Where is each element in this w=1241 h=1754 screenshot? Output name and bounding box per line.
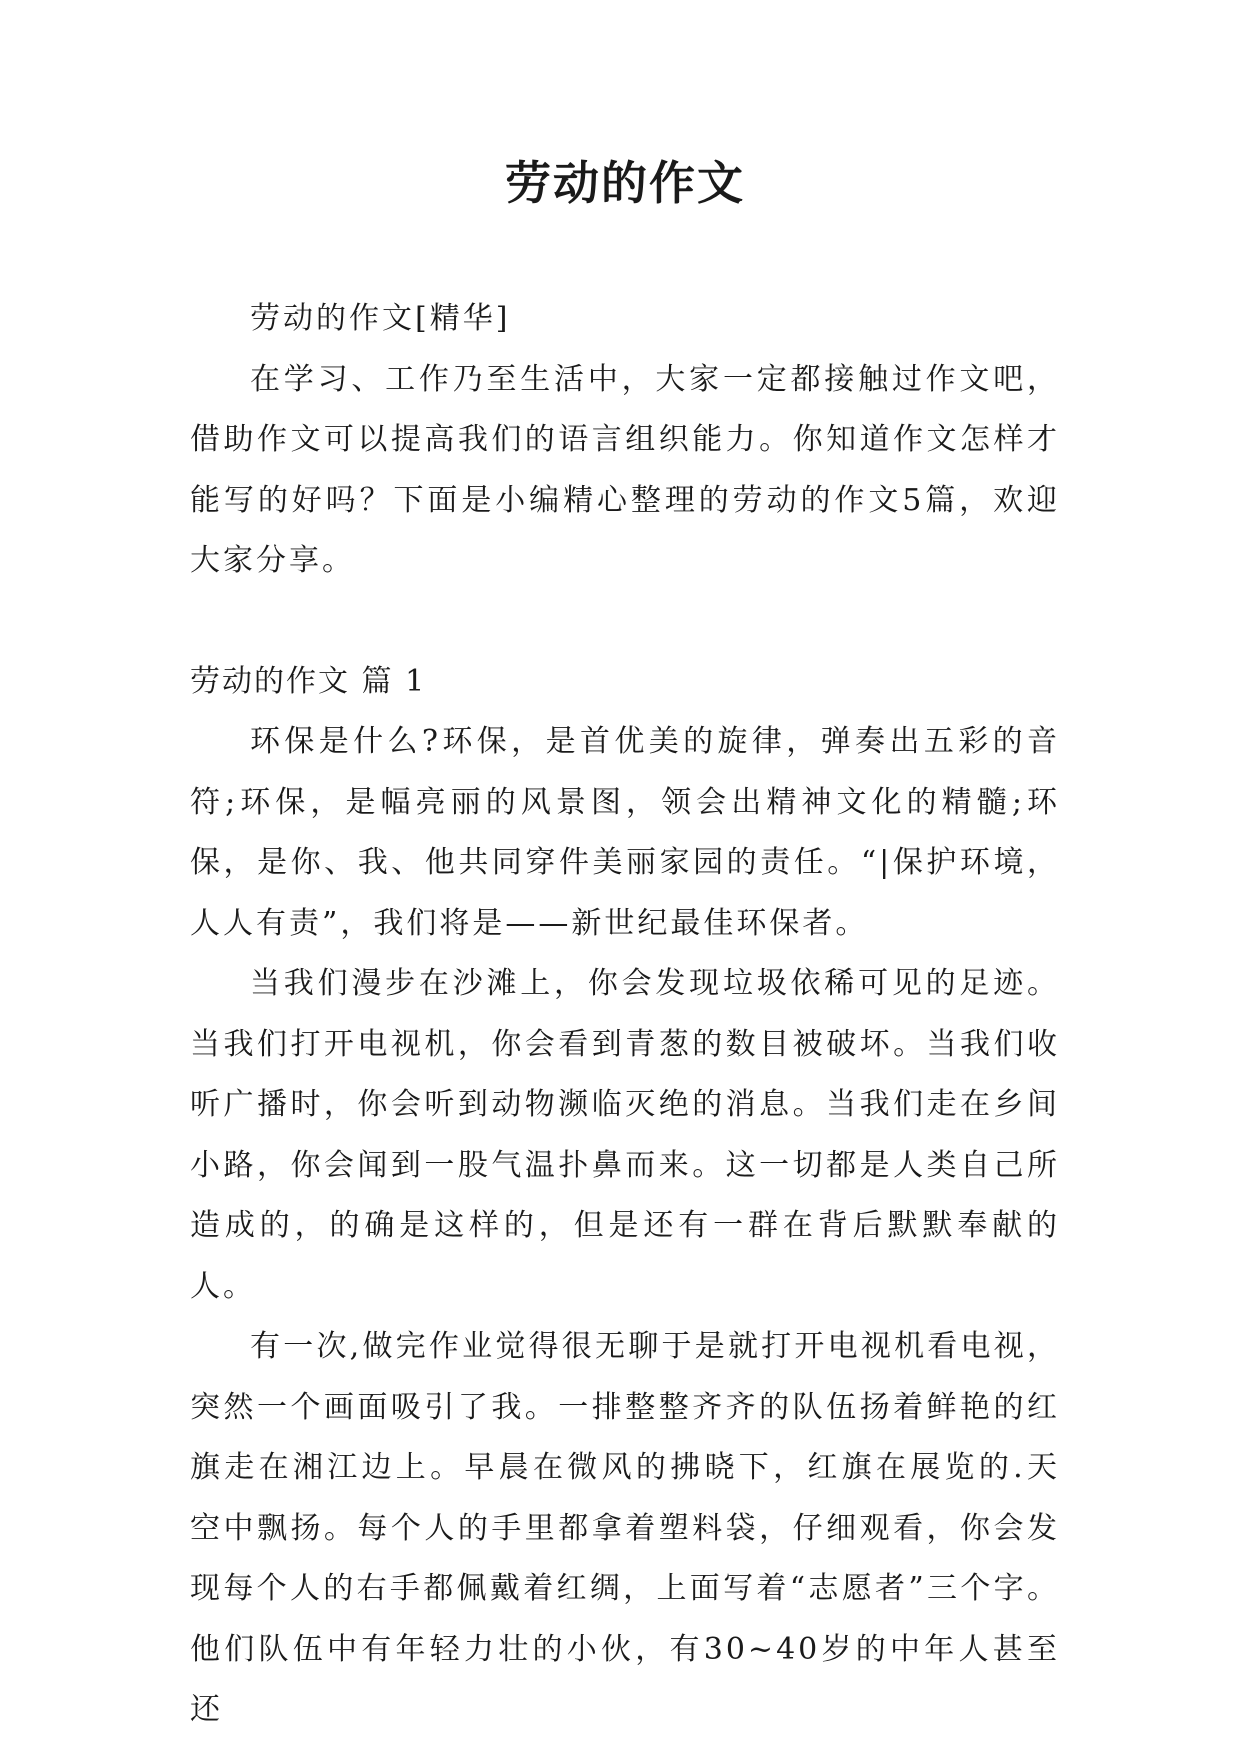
body-paragraph: 环保是什么?环保，是首优美的旋律，弹奏出五彩的音符;环保，是幅亮丽的风景图，领会出精神文化的精髓;环保，是你、我、他共同穿件美丽家园的责任。“|保护环境，人人有责”，我们将是——新世纪最佳环保者。 bbox=[190, 724, 1060, 941]
document-title: 劳动的作文 bbox=[505, 156, 745, 210]
body-paragraph: 当我们漫步在沙滩上，你会发现垃圾依稀可见的足迹。当我们打开电视机，你会看到青葱的数目被破坏。当我们收听广播时，你会听到动物濒临灭绝的消息。当我们走在乡间小路，你会闻到一股气温扑鼻而来。这一切都是人类自己所造成的，的确是这样的，但是还有一群在背后默默奉献的人。 bbox=[190, 966, 1060, 1304]
intro-paragraph: 在学习、工作乃至生活中，大家一定都接触过作文吧，借助作文可以提高我们的语言组织能力。你知道作文怎样才能写的好吗？下面是小编精心整理的劳动的作文5篇，欢迎大家分享。 bbox=[190, 361, 1060, 578]
document-subtitle: 劳动的作文[精华] bbox=[250, 301, 511, 336]
section-heading: 劳动的作文 篇 1 bbox=[190, 663, 427, 699]
body-paragraph: 有一次,做完作业觉得很无聊于是就打开电视机看电视，突然一个画面吸引了我。一排整整齐齐的队伍扬着鲜艳的红旗走在湘江边上。早晨在微风的拂晓下，红旗在展览的.天空中飘扬。每个人的手里都拿着塑料袋，仔细观看，你会发现每个人的右手都佩戴着红绸，上面写着“志愿者”三个字。他们队伍中有年轻力壮的小伙，有30~40岁的中年人甚至还 bbox=[190, 1329, 1060, 1727]
document-page bbox=[190, 150, 1060, 1741]
